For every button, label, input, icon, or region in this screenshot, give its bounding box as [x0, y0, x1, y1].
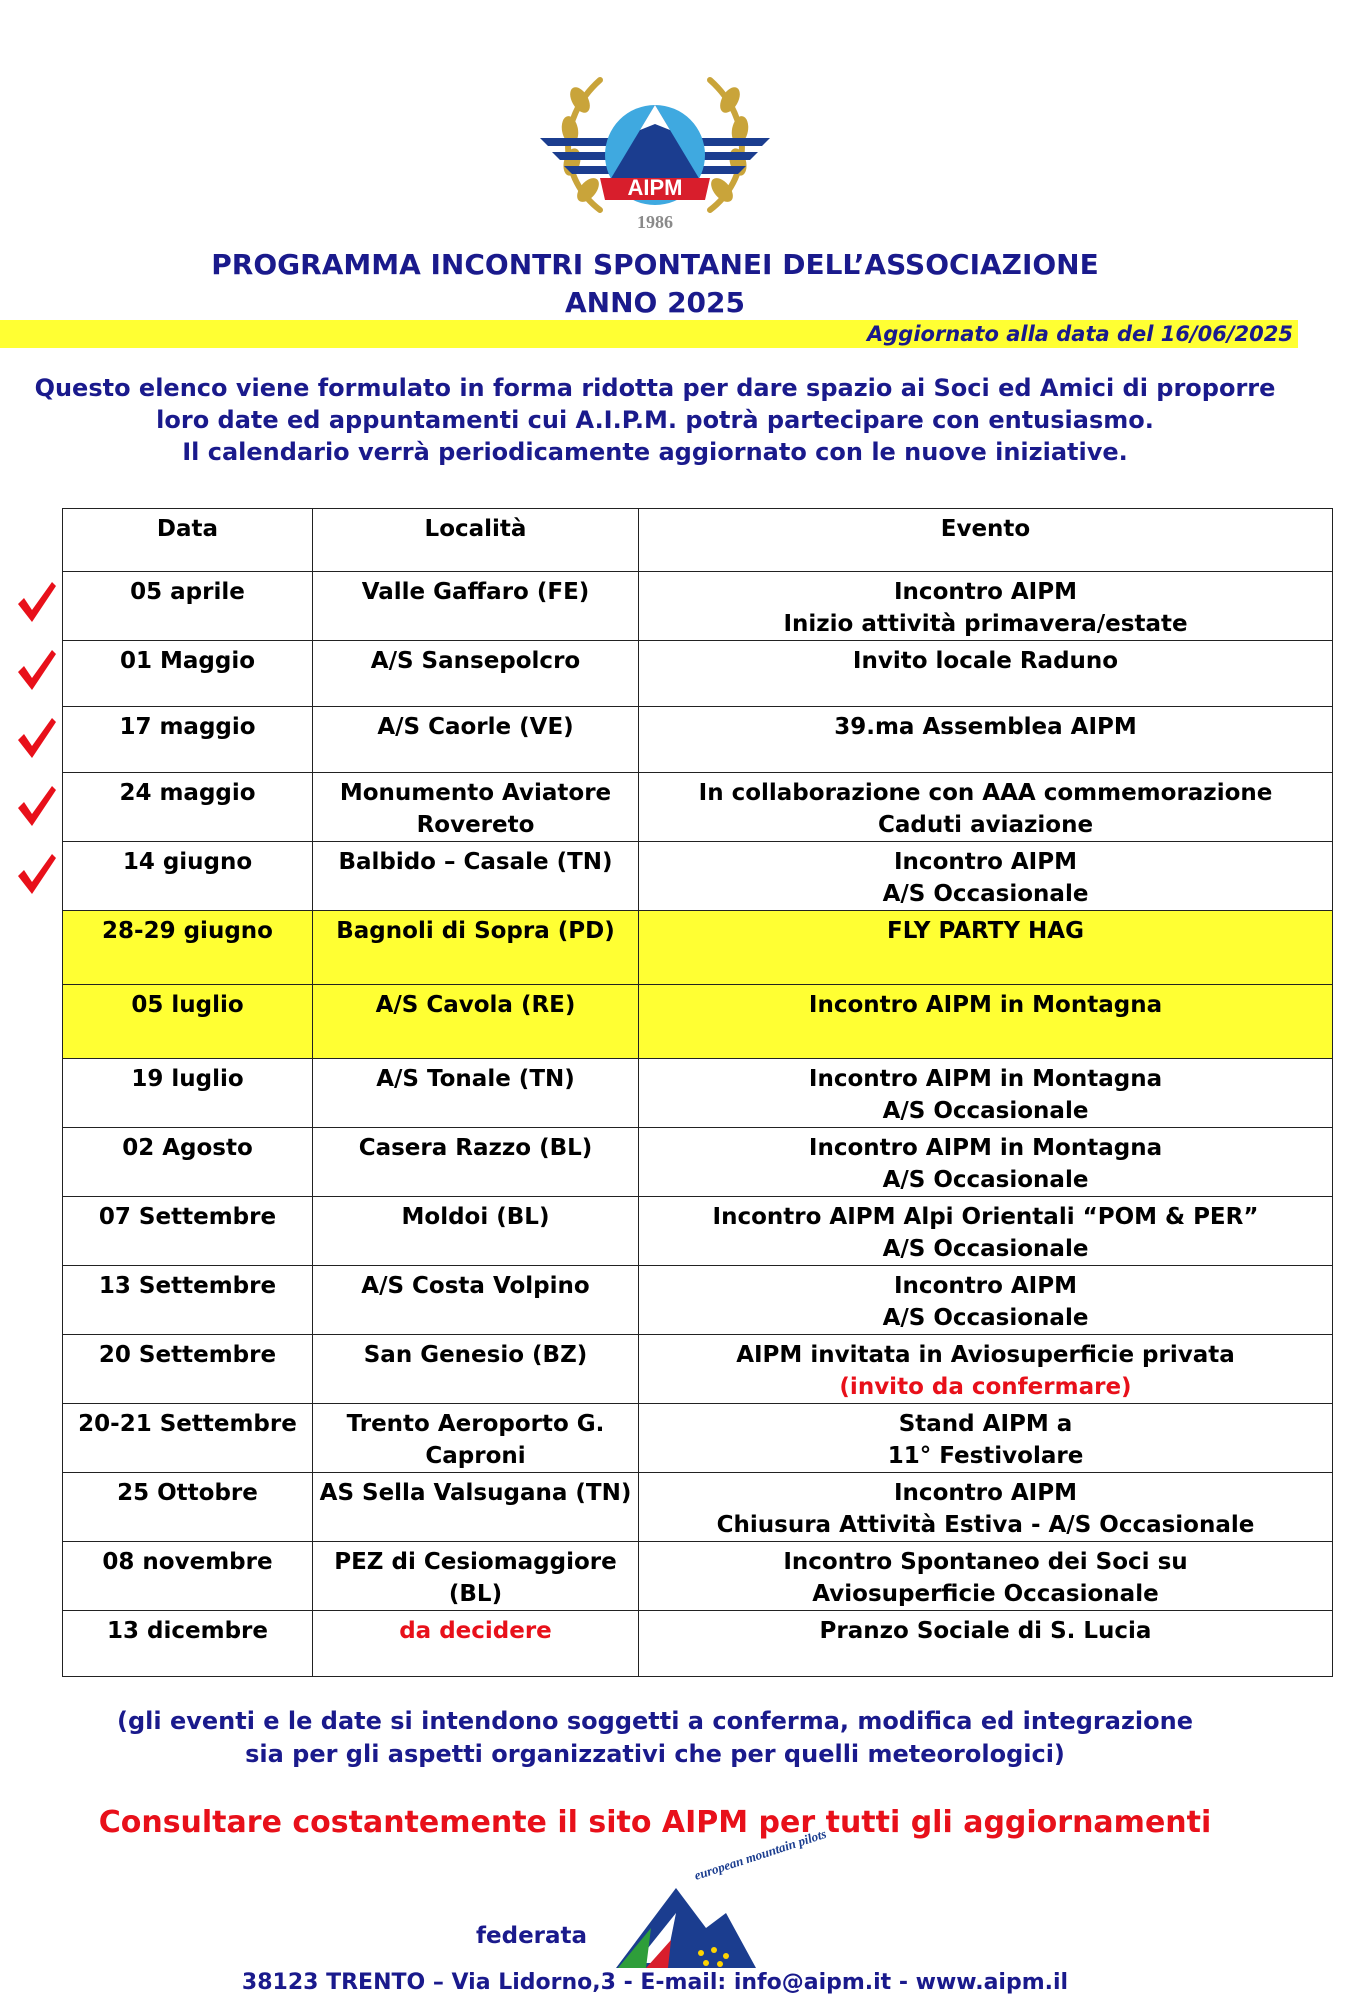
- event-line: Incontro AIPM in Montagna: [808, 1066, 1163, 1092]
- consult-website-notice: Consultare costantemente il sito AIPM per tutti gli aggiornamenti: [98, 1805, 1212, 1840]
- cell-date: 05 luglio: [63, 985, 313, 1059]
- event-line: Stand AIPM a: [898, 1411, 1073, 1437]
- table-row: [63, 911, 1333, 985]
- event-line: A/S Occasionale: [882, 1305, 1089, 1331]
- event-line: A/S Occasionale: [882, 1236, 1089, 1262]
- cell-event: [639, 1266, 1333, 1335]
- table-row: [63, 842, 1333, 911]
- footer-note: [0, 1705, 1310, 1771]
- event-line: Invito locale Raduno: [852, 648, 1119, 674]
- event-line: FLY PARTY HAG: [887, 918, 1084, 944]
- event-line: Chiusura Attività Estiva - A/S Occasionale: [716, 1512, 1255, 1538]
- cell-event: [639, 1197, 1333, 1266]
- emp-logo: [606, 1825, 829, 1973]
- page-subtitle: ANNO 2025: [564, 286, 746, 319]
- cell-event: [639, 842, 1333, 911]
- cell-date: 05 aprile: [63, 572, 313, 641]
- cell-date: 14 giugno: [63, 842, 313, 911]
- cell-event: [639, 1611, 1333, 1677]
- aipm-logo: [540, 60, 770, 240]
- event-line: Incontro AIPM: [894, 1480, 1077, 1506]
- table-row: [63, 1335, 1333, 1404]
- cell-place: Monumento Aviatore Rovereto: [313, 773, 639, 842]
- page-title: PROGRAMMA INCONTRI SPONTANEI DELL’ASSOCIAZIONE: [211, 248, 1099, 281]
- table-row: [63, 1611, 1333, 1677]
- column-header-date: Data: [63, 509, 313, 572]
- event-line: Incontro AIPM in Montagna: [808, 1135, 1163, 1161]
- cell-date: 28-29 giugno: [63, 911, 313, 985]
- cell-date: 19 luglio: [63, 1059, 313, 1128]
- table-row: [63, 707, 1333, 773]
- update-date: Aggiornato alla data del 16/06/2025: [867, 322, 1293, 346]
- emp-logo-text: european mountain pilots: [692, 1825, 829, 1883]
- table-row: [63, 985, 1333, 1059]
- footer-note-line: (gli eventi e le date si intendono soggetti a conferma, modifica ed integrazione: [116, 1707, 1193, 1735]
- cell-place: Trento Aeroporto G. Caproni: [313, 1404, 639, 1473]
- intro-line: loro date ed appuntamenti cui A.I.P.M. potrà partecipare con entusiasmo.: [156, 406, 1154, 434]
- cell-event: [639, 1473, 1333, 1542]
- cell-date: 20 Settembre: [63, 1335, 313, 1404]
- check-icon: [14, 850, 58, 898]
- event-line: Caduti aviazione: [877, 812, 1094, 838]
- event-line: (invito da confermare): [839, 1374, 1132, 1400]
- event-line: 11° Festivolare: [887, 1443, 1084, 1469]
- cell-place: Valle Gaffaro (FE): [313, 572, 639, 641]
- event-line: 39.ma Assemblea AIPM: [834, 714, 1137, 740]
- logo-acronym: AIPM: [627, 175, 683, 200]
- table-row: [63, 1266, 1333, 1335]
- table-row: [63, 641, 1333, 707]
- cell-place: Balbido – Casale (TN): [313, 842, 639, 911]
- column-header-place: Località: [313, 509, 639, 572]
- cell-date: 01 Maggio: [63, 641, 313, 707]
- cell-place: Moldoi (BL): [313, 1197, 639, 1266]
- federata-label: federata: [476, 1923, 588, 1949]
- cell-place: A/S Cavola (RE): [313, 985, 639, 1059]
- cell-place: PEZ di Cesiomaggiore (BL): [313, 1542, 639, 1611]
- table-row: [63, 572, 1333, 641]
- table-header-row: [63, 509, 1333, 572]
- table-row: [63, 1473, 1333, 1542]
- event-line: A/S Occasionale: [882, 1167, 1089, 1193]
- events-table: [62, 508, 1333, 1677]
- event-line: A/S Occasionale: [882, 1098, 1089, 1124]
- cell-place: da decidere: [313, 1611, 639, 1677]
- cell-event: [639, 707, 1333, 773]
- cell-place: Bagnoli di Sopra (PD): [313, 911, 639, 985]
- event-line: Aviosuperficie Occasionale: [812, 1581, 1159, 1607]
- footer-note-line: sia per gli aspetti organizzativi che per quelli meteorologici): [245, 1740, 1065, 1768]
- cell-event: [639, 773, 1333, 842]
- event-line: AIPM invitata in Aviosuperficie privata: [736, 1342, 1235, 1368]
- intro-line: Il calendario verrà periodicamente aggiornato con le nuove iniziative.: [182, 438, 1128, 466]
- event-line: Inizio attività primavera/estate: [783, 611, 1188, 637]
- table-row: [63, 1059, 1333, 1128]
- table-row: [63, 1404, 1333, 1473]
- cell-place: A/S Costa Volpino: [313, 1266, 639, 1335]
- cell-place: A/S Caorle (VE): [313, 707, 639, 773]
- table-row: [63, 1542, 1333, 1611]
- cell-date: 20-21 Settembre: [63, 1404, 313, 1473]
- cell-place: San Genesio (BZ): [313, 1335, 639, 1404]
- event-line: Incontro AIPM in Montagna: [808, 992, 1163, 1018]
- cell-event: [639, 1059, 1333, 1128]
- event-line: Incontro AIPM: [894, 849, 1077, 875]
- cell-date: 02 Agosto: [63, 1128, 313, 1197]
- cell-date: 13 Settembre: [63, 1266, 313, 1335]
- event-line: Incontro Spontaneo dei Soci su: [783, 1549, 1188, 1575]
- cell-event: [639, 1404, 1333, 1473]
- check-icon: [14, 578, 58, 626]
- cell-place: Casera Razzo (BL): [313, 1128, 639, 1197]
- cell-date: 25 Ottobre: [63, 1473, 313, 1542]
- event-line: Incontro AIPM: [894, 1273, 1077, 1299]
- cell-date: 08 novembre: [63, 1542, 313, 1611]
- check-icon: [14, 714, 58, 762]
- check-icon: [14, 782, 58, 830]
- cell-event: [639, 641, 1333, 707]
- contact-address: 38123 TRENTO – Via Lidorno,3 - E-mail: info@aipm.it - www.aipm.il: [241, 1970, 1069, 1995]
- intro-line: Questo elenco viene formulato in forma ridotta per dare spazio ai Soci ed Amici di proporre: [34, 374, 1276, 402]
- event-line: Incontro AIPM Alpi Orientali “POM & PER”: [712, 1204, 1259, 1230]
- check-icon: [14, 646, 58, 694]
- cell-date: 13 dicembre: [63, 1611, 313, 1677]
- table-row: [63, 773, 1333, 842]
- cell-event: [639, 985, 1333, 1059]
- cell-date: 24 maggio: [63, 773, 313, 842]
- cell-place: AS Sella Valsugana (TN): [313, 1473, 639, 1542]
- cell-date: 17 maggio: [63, 707, 313, 773]
- intro-text: [0, 372, 1310, 468]
- cell-place: A/S Sansepolcro: [313, 641, 639, 707]
- cell-date: 07 Settembre: [63, 1197, 313, 1266]
- cell-event: [639, 911, 1333, 985]
- table-row: [63, 1197, 1333, 1266]
- cell-event: [639, 1335, 1333, 1404]
- cell-place: A/S Tonale (TN): [313, 1059, 639, 1128]
- cell-event: [639, 1542, 1333, 1611]
- event-line: A/S Occasionale: [882, 881, 1089, 907]
- event-line: Incontro AIPM: [894, 579, 1077, 605]
- table-row: [63, 1128, 1333, 1197]
- event-line: Pranzo Sociale di S. Lucia: [819, 1618, 1152, 1644]
- column-header-event: Evento: [639, 509, 1333, 572]
- event-line: In collaborazione con AAA commemorazione: [698, 780, 1273, 806]
- logo-year: 1986: [637, 212, 673, 232]
- cell-event: [639, 572, 1333, 641]
- cell-event: [639, 1128, 1333, 1197]
